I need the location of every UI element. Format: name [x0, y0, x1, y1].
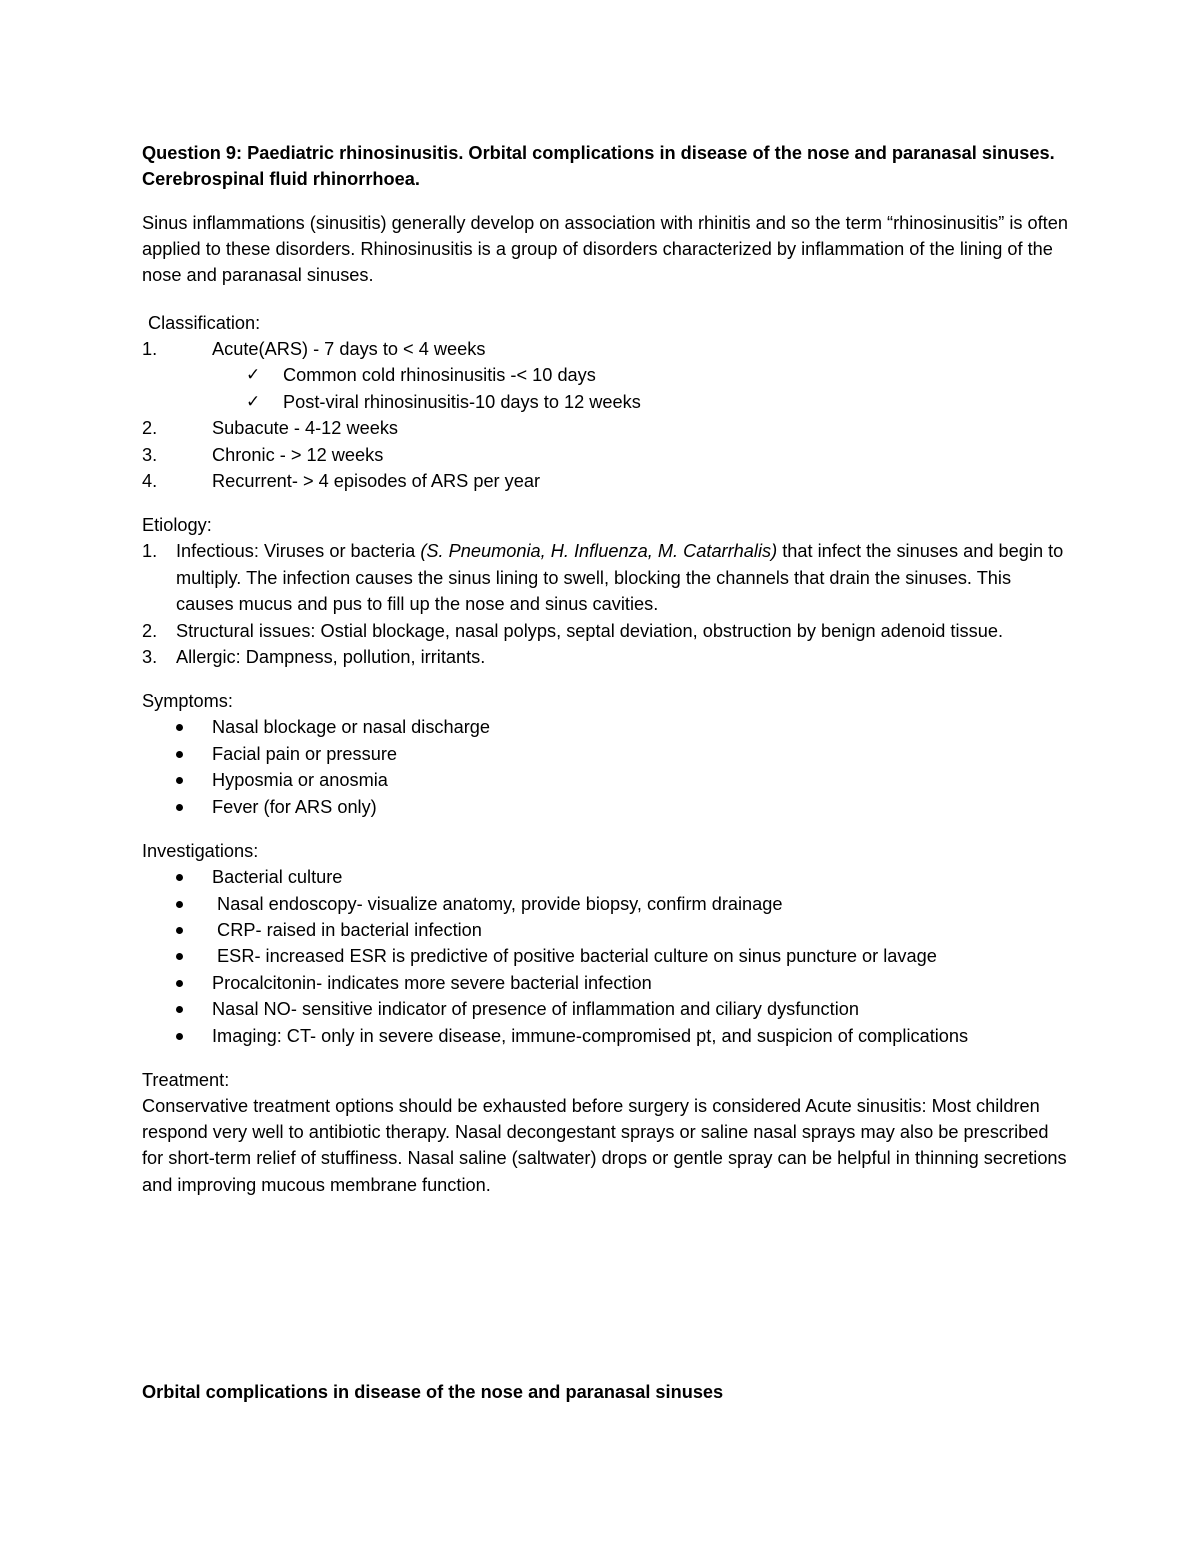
bullet-icon: [176, 777, 183, 784]
bullet-icon: [176, 980, 183, 987]
investigations-list: [142, 864, 1072, 1049]
investigations-heading: Investigations:: [142, 841, 259, 862]
list-item: Fever (for ARS only): [142, 794, 1072, 820]
treatment-paragraph: Conservative treatment options should be exhausted before surgery is considered Acute sinusitis: Most children respond very well to antibiotic therapy. Nasal decongestant sprays or saline nasal sprays may also be prescribed for short-term relief of stuffiness. Nasal saline (saltwater) drops or gentle spray can be helpful in thinning secretions and improving mucous membrane function.: [142, 1095, 1067, 1195]
etiology-list: [142, 538, 1072, 670]
list-item: 1. Acute(ARS) - 7 days to < 4 weeks: [142, 339, 486, 359]
list-item: 2. Structural issues: Ostial blockage, nasal polyps, septal deviation, obstruction by benign adenoid tissue.: [142, 620, 1003, 641]
classification-heading: Classification:: [148, 313, 261, 333]
list-item: Hyposmia or anosmia: [142, 767, 1072, 793]
bullet-icon: [176, 1006, 183, 1013]
bullet-icon: [176, 724, 183, 731]
checkmark-icon: ✓: [246, 365, 261, 386]
symptoms-list: [142, 714, 1072, 820]
list-item: 3. Chronic - > 12 weeks: [142, 444, 384, 465]
list-item: ESR- increased ESR is predictive of positive bacterial culture on sinus puncture or lavage: [142, 943, 1072, 969]
classification-list-continued: [142, 415, 1072, 494]
document-title: Question 9: Paediatric rhinosinusitis. Orbital complications in disease of the nose and paranasal sinuses. Cerebrospinal fluid rhinorrhoea.: [142, 143, 1055, 189]
bullet-icon: [176, 953, 183, 960]
checkmark-icon: ✓: [246, 391, 261, 412]
investigations-section: [142, 838, 1072, 1049]
list-item: 1. Infectious: Viruses or bacteria (S. Pneumonia, H. Influenza, M. Catarrhalis) that infect the sinuses and begin to multiply. The infection causes the sinus lining to swell, blocking the channels that drain the sinuses. This causes mucus and pus to fill up the nose and sinus cavities.: [142, 541, 1064, 615]
bullet-icon: [176, 927, 183, 934]
list-item: ✓ Common cold rhinosinusitis -< 10 days: [142, 362, 1072, 388]
etiology-heading: Etiology:: [142, 515, 212, 536]
classification-list: [142, 336, 1072, 362]
list-item: 4. Recurrent- > 4 episodes of ARS per year: [142, 471, 541, 492]
bullet-icon: [176, 804, 183, 811]
symptoms-heading: Symptoms:: [142, 691, 233, 712]
list-item: Nasal NO- sensitive indicator of presence of inflammation and ciliary dysfunction: [142, 996, 1072, 1022]
etiology-section: [142, 512, 1072, 670]
treatment-heading: Treatment:: [142, 1069, 230, 1090]
symptoms-section: [142, 688, 1072, 820]
list-item: 3. Allergic: Dampness, pollution, irritants.: [142, 647, 486, 668]
list-item: CRP- raised in bacterial infection: [142, 917, 1072, 943]
bullet-icon: [176, 901, 183, 908]
bullet-icon: [176, 1033, 183, 1040]
list-item: Procalcitonin- indicates more severe bacterial infection: [142, 970, 1072, 996]
treatment-section: [142, 1067, 1072, 1198]
bullet-icon: [176, 874, 183, 881]
orbital-complications-heading: Orbital complications in disease of the nose and paranasal sinuses: [142, 1382, 724, 1402]
list-item: Nasal blockage or nasal discharge: [142, 714, 1072, 740]
document-page: [142, 140, 1072, 1198]
list-item: Bacterial culture: [142, 864, 1072, 890]
acute-sublist: [142, 362, 1072, 415]
list-item: 2. Subacute - 4-12 weeks: [142, 418, 399, 439]
list-item: Facial pain or pressure: [142, 741, 1072, 767]
list-item: Imaging: CT- only in severe disease, immune-compromised pt, and suspicion of complications: [142, 1023, 1072, 1049]
bullet-icon: [176, 751, 183, 758]
list-item: ✓ Post-viral rhinosinusitis-10 days to 12 weeks: [142, 389, 1072, 415]
intro-paragraph: Sinus inflammations (sinusitis) generally develop on association with rhinitis and so the term “rhinosinusitis” is often applied to these disorders. Rhinosinusitis is a group of disorders characterized by inflammation of the lining of the nose and paranasal sinuses.: [142, 213, 1068, 285]
list-item: Nasal endoscopy- visualize anatomy, provide biopsy, confirm drainage: [142, 891, 1072, 917]
